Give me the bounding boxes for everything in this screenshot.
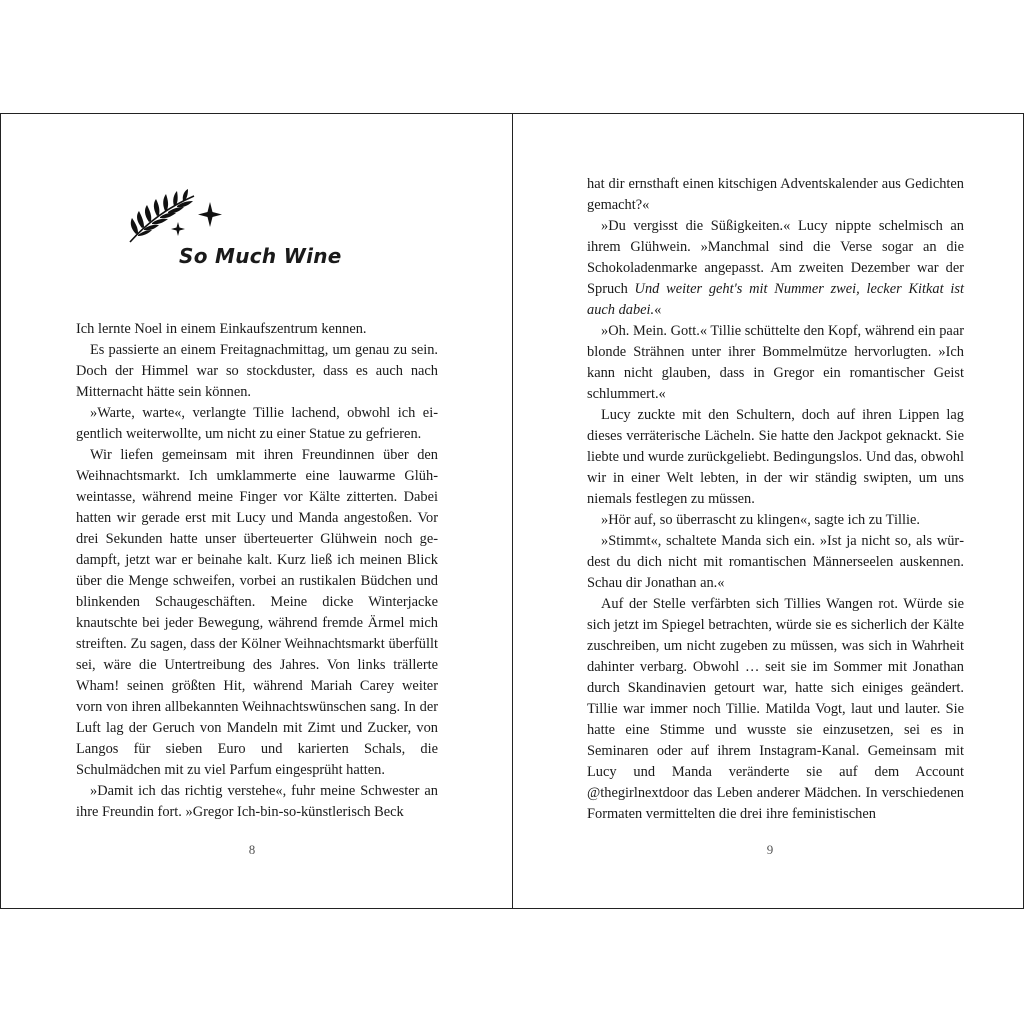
chapter-title: So Much Wine: [179, 244, 342, 268]
paragraph: Wir liefen gemeinsam mit ihren Freundinnen über den Weihnachtsmarkt. Ich umklammerte eine lauwarme Glühweintasse, während meine Finger vor Kälte zitterten. Dabei hatten wir gerade erst mit Lucy und Manda angestoßen. Vor drei Sekunden hatte unser überteuerter Glühwein noch gedampft, jetzt war er beinahe kalt. Kurz ließ ich meinen Blick über die Menge schweifen, vorbei an rustikalen Büdchen und blinkenden Schaugeschäften. Meine dicke Winterjacke knautschte bei jeder Bewegung, während fremde Ärmel mich streiften. Zu sagen, dass der Kölner Weihnachtsmarkt überfüllt sei, wäre die Untertreibung des Jahres. Von links trällerte Wham! seinen größten Hit, während Mariah Carey weiter vorn von ihren allbekannten Weihnachtswünschen sang. In der Luft lag der Geruch von Mandeln mit Zimt und Zucker, von Langos für sieben Euro und karierten Schals, die Schulmädchen mit zu viel Parfum eingesprüht hatten.: [76, 447, 438, 778]
right-page-body: [587, 174, 964, 825]
left-page: [0, 113, 514, 909]
paragraph: [587, 216, 964, 321]
paragraph: Auf der Stelle verfärbten sich Tillies Wangen rot. Würde sie sich jetzt im Spiegel betrachten, würde sie es sicherlich der Kälte zuschreiben, um nicht zugeben zu müssen, was sich in Wahrheit dahinter verbarg. Obwohl … seit sie im Sommer mit Jonathan durch Skandinavien getourt war, hatte sich einiges geändert. Tillie war immer noch Tillie. Matilda Vogt, laut und lauter. Sie hatte eine Stimme und wusste sie einzusetzen, sei es in Seminaren oder auf ihrem Instagram-Kanal. Gemeinsam mit Lucy und Manda veränderte sie auf dem Account @thegirlnextdoor das Leben anderer Mädchen. In verschiedenen Formaten vermittelten die drei ihre feministischen: [587, 596, 964, 822]
paragraph: hat dir ernsthaft einen kitschigen Adventskalender aus Gedichten gemacht?«: [587, 176, 964, 213]
paragraph-text: »Du vergisst die Süßigkeiten.« Lucy nippte schelmisch an ihrem Glühwein. »Manchmal sind die Verse sogar an die Schokoladenmarke angepasst. Am zweiten Dezember war der Spruch: [587, 218, 964, 297]
paragraph: »Warte, warte«, verlangte Tillie lachend, obwohl ich eigentlich weiterwollte, um nicht zu einer Statue zu gefrieren.: [76, 405, 438, 442]
paragraph: Lucy zuckte mit den Schultern, doch auf ihren Lippen lag dieses verräterische Lächeln. Sie hatte den Jackpot geknackt. Sie liebte und wurde zurückgeliebt. Bedingungslos. Und das, obwohl wir in einer Welt lebten, in der wir ständig swipten, um uns niemals festlegen zu müssen.: [587, 407, 964, 507]
page-number: 9: [766, 842, 774, 857]
paragraph: »Hör auf, so überrascht zu klingen«, sagte ich zu Tillie.: [601, 512, 920, 528]
palm-leaf-sparkles-icon: [126, 188, 226, 244]
paragraph: Es passierte an einem Freitagnachmittag, um genau zu sein. Doch der Himmel war so stockduster, dass es auch nach Mitternacht hätte sein können.: [76, 342, 438, 400]
paragraph: »Oh. Mein. Gott.« Tillie schüttelte den Kopf, während ein paar blonde Strähnen unter ihrer Bommelmütze hervorlugten. »Ich kann nicht glauben, dass in Gregor ein romantischer Geist schlummert.«: [587, 323, 964, 402]
right-page: [512, 113, 1024, 909]
quote-close: «: [654, 302, 662, 318]
paragraph: Ich lernte Noel in einem Einkaufszentrum kennen.: [76, 321, 367, 337]
left-page-body: [76, 319, 438, 823]
paragraph: »Damit ich das richtig verstehe«, fuhr meine Schwester an ihre Freundin fort. »Gregor Ich-bin-so-künstlerisch Beck: [76, 783, 438, 820]
italic-quote: Und weiter geht's mit Nummer zwei, lecker Kitkat ist auch dabei.: [587, 281, 964, 318]
paragraph: »Stimmt«, schaltete Manda sich ein. »Ist ja nicht so, als würdest du dich nicht mit romantischen Männerseelen auskennen. Schau dir Jonathan an.«: [587, 533, 964, 591]
page-number: 8: [248, 842, 256, 857]
book-spread: [0, 113, 1024, 911]
